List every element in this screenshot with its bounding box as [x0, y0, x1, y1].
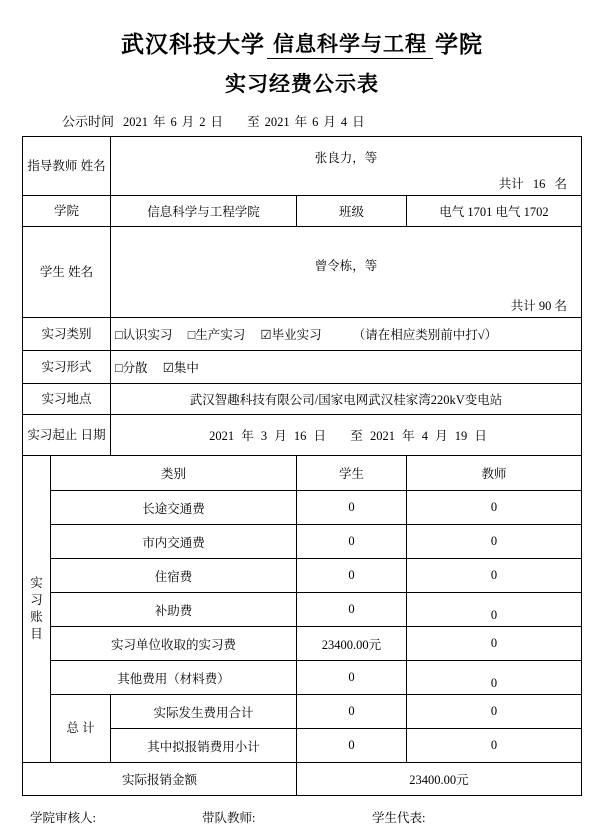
fee-row-subsidy — [23, 593, 582, 627]
fee-summary-label-line1: 总 — [66, 721, 79, 736]
fee-teacher-1: 0 — [407, 525, 582, 559]
fee-name-1: 市内交通费 — [51, 525, 297, 559]
period-end-day: 19 — [454, 429, 468, 443]
document-subtitle: 实习经费公示表 — [225, 72, 379, 96]
table-row-form — [23, 351, 582, 384]
category-label-cell: 实习类别 — [23, 318, 111, 351]
fee-student-0: 0 — [297, 491, 407, 525]
publish-end-month: 6 — [312, 115, 319, 129]
period-label-line2: 日期 — [80, 427, 106, 442]
fee-summary-name-1: 其中拟报销费用小计 — [111, 729, 297, 763]
form-options-cell — [111, 351, 582, 384]
period-unit-month-1: 月 — [274, 429, 287, 443]
teacher-label-line2: 姓名 — [80, 158, 106, 173]
fee-header-category: 类别 — [51, 456, 297, 491]
student-label-line1: 学生 — [39, 264, 65, 279]
teacher-names: 张良力，等 — [314, 151, 378, 165]
publish-to: 至 — [247, 115, 260, 129]
title-college-suffix: 学院 — [435, 32, 483, 57]
category-options-cell — [111, 318, 582, 351]
student-names: 曾令栋，等 — [314, 259, 378, 273]
teacher-total — [115, 166, 577, 192]
title-college-blank: 信息科学与工程 — [267, 28, 433, 59]
place-label-cell: 实习地点 — [23, 384, 111, 415]
category-option-graduation[interactable]: ☑毕业实习 — [260, 328, 322, 342]
signature-leader: 带队教师: — [202, 811, 256, 825]
fee-table-header-row — [23, 456, 582, 491]
fee-student-3: 0 — [297, 593, 407, 627]
college-label-cell: 学院 — [23, 196, 111, 227]
signature-student-rep: 学生代表: — [372, 811, 426, 825]
period-end-year: 2021 — [369, 429, 395, 443]
form-label-cell: 实习形式 — [23, 351, 111, 384]
fee-student-5: 0 — [297, 661, 407, 695]
period-to: 至 — [350, 429, 363, 443]
period-value-cell — [111, 415, 582, 456]
category-note: （请在相应类别前中打√） — [352, 328, 498, 342]
fee-header-teacher: 教师 — [407, 456, 582, 491]
period-unit-month-2: 月 — [435, 429, 448, 443]
table-row-student — [23, 227, 582, 318]
period-unit-day-1: 日 — [313, 429, 327, 443]
document-title — [22, 26, 582, 59]
table-row-place — [23, 384, 582, 415]
fee-row-accommodation — [23, 559, 582, 593]
fee-summary-row-actual — [23, 695, 582, 729]
fee-label-char-2: 习 — [30, 593, 43, 608]
student-value-cell — [111, 227, 582, 318]
publish-start-year: 2021 — [123, 115, 149, 129]
table-row-category — [23, 318, 582, 351]
fee-label-char-3: 账 — [30, 610, 43, 624]
main-form-table — [22, 136, 582, 796]
fee-teacher-5: 0 — [407, 661, 582, 695]
fee-summary-label — [51, 695, 111, 763]
student-total-prefix: 共计 — [510, 299, 536, 313]
period-label-cell — [23, 415, 111, 456]
period-start-day: 16 — [293, 429, 307, 443]
student-label-line2: 姓名 — [68, 264, 94, 279]
student-total — [115, 274, 577, 314]
fee-summary-label-line2: 计 — [82, 721, 95, 736]
form-option-dispersed[interactable]: □分散 — [115, 361, 148, 375]
fee-row-city-transport — [23, 525, 582, 559]
publish-label: 公示时间 — [62, 114, 115, 129]
category-option-recognition[interactable]: □认识实习 — [115, 328, 173, 342]
publish-end-day: 4 — [340, 115, 348, 129]
teacher-total-suffix: 名 — [554, 177, 567, 191]
period-unit-year-1: 年 — [241, 429, 254, 443]
publish-start-month: 6 — [170, 115, 177, 129]
fee-name-0: 长途交通费 — [51, 491, 297, 525]
period-unit-day-2: 日 — [474, 429, 487, 443]
signature-row — [22, 808, 582, 826]
fee-name-2: 住宿费 — [51, 559, 297, 593]
category-option-production[interactable]: □生产实习 — [187, 328, 246, 342]
fee-row-long-distance — [23, 491, 582, 525]
period-end-month: 4 — [421, 429, 428, 443]
title-university: 武汉科技大学 — [121, 32, 265, 57]
table-row-college — [23, 196, 582, 227]
form-option-concentrated[interactable]: ☑集中 — [162, 361, 199, 375]
unit-month-2: 月 — [323, 115, 336, 129]
final-amount-value: 23400.00元 — [297, 763, 582, 796]
fee-label-char-4: 目 — [30, 626, 43, 641]
publish-start-day: 2 — [199, 115, 206, 129]
unit-day-2: 日 — [352, 115, 365, 129]
period-start-month: 3 — [260, 429, 268, 443]
signature-reviewer: 学院审核人: — [30, 811, 96, 825]
teacher-value-cell — [111, 137, 582, 196]
period-start-year: 2021 — [209, 429, 235, 443]
student-total-number: 90 — [538, 299, 552, 313]
college-value-cell: 信息科学与工程学院 — [111, 196, 297, 227]
fee-summary-student-1: 0 — [297, 729, 407, 763]
fee-student-4: 23400.00元 — [297, 627, 407, 661]
publish-date-line — [22, 111, 582, 130]
publish-end-year: 2021 — [264, 115, 290, 129]
period-label-line1: 实习起止 — [27, 427, 78, 442]
student-total-suffix: 名 — [554, 299, 567, 313]
fee-row-unit-charge — [23, 627, 582, 661]
class-label-cell: 班级 — [297, 196, 407, 227]
fee-summary-name-0: 实际发生费用合计 — [111, 695, 297, 729]
table-row-period — [23, 415, 582, 456]
fee-header-student: 学生 — [297, 456, 407, 491]
fee-name-3: 补助费 — [51, 593, 297, 627]
fee-teacher-3: 0 — [407, 593, 582, 627]
unit-year-1: 年 — [153, 115, 166, 129]
teacher-label-line1: 指导教师 — [27, 158, 78, 173]
fee-teacher-4: 0 — [407, 627, 582, 661]
fee-name-5: 其他费用（材料费） — [51, 661, 297, 695]
fee-teacher-0: 0 — [407, 491, 582, 525]
fee-summary-teacher-0: 0 — [407, 695, 582, 729]
fee-row-other — [23, 661, 582, 695]
student-label-cell — [23, 227, 111, 318]
class-value-cell: 电气 1701 电气 1702 — [407, 196, 582, 227]
fee-teacher-2: 0 — [407, 559, 582, 593]
place-value-cell: 武汉智趣科技有限公司/国家电网武汉桂家湾220kV变电站 — [111, 384, 582, 415]
teacher-total-prefix: 共计 — [498, 177, 524, 191]
fee-summary-student-0: 0 — [297, 695, 407, 729]
final-amount-row — [23, 763, 582, 796]
unit-year-2: 年 — [294, 115, 308, 129]
teacher-label-cell — [23, 137, 111, 196]
fee-section-label — [23, 456, 51, 763]
table-row-teacher — [23, 137, 582, 196]
fee-label-char-1: 实 — [30, 576, 43, 591]
unit-month-1: 月 — [181, 115, 195, 129]
final-amount-label: 实际报销金额 — [23, 763, 297, 796]
fee-name-4: 实习单位收取的实习费 — [51, 627, 297, 661]
period-unit-year-2: 年 — [402, 429, 415, 443]
fee-student-2: 0 — [297, 559, 407, 593]
fee-student-1: 0 — [297, 525, 407, 559]
fee-summary-teacher-1: 0 — [407, 729, 582, 763]
unit-day-1: 日 — [210, 115, 224, 129]
teacher-total-number: 16 — [532, 177, 546, 191]
